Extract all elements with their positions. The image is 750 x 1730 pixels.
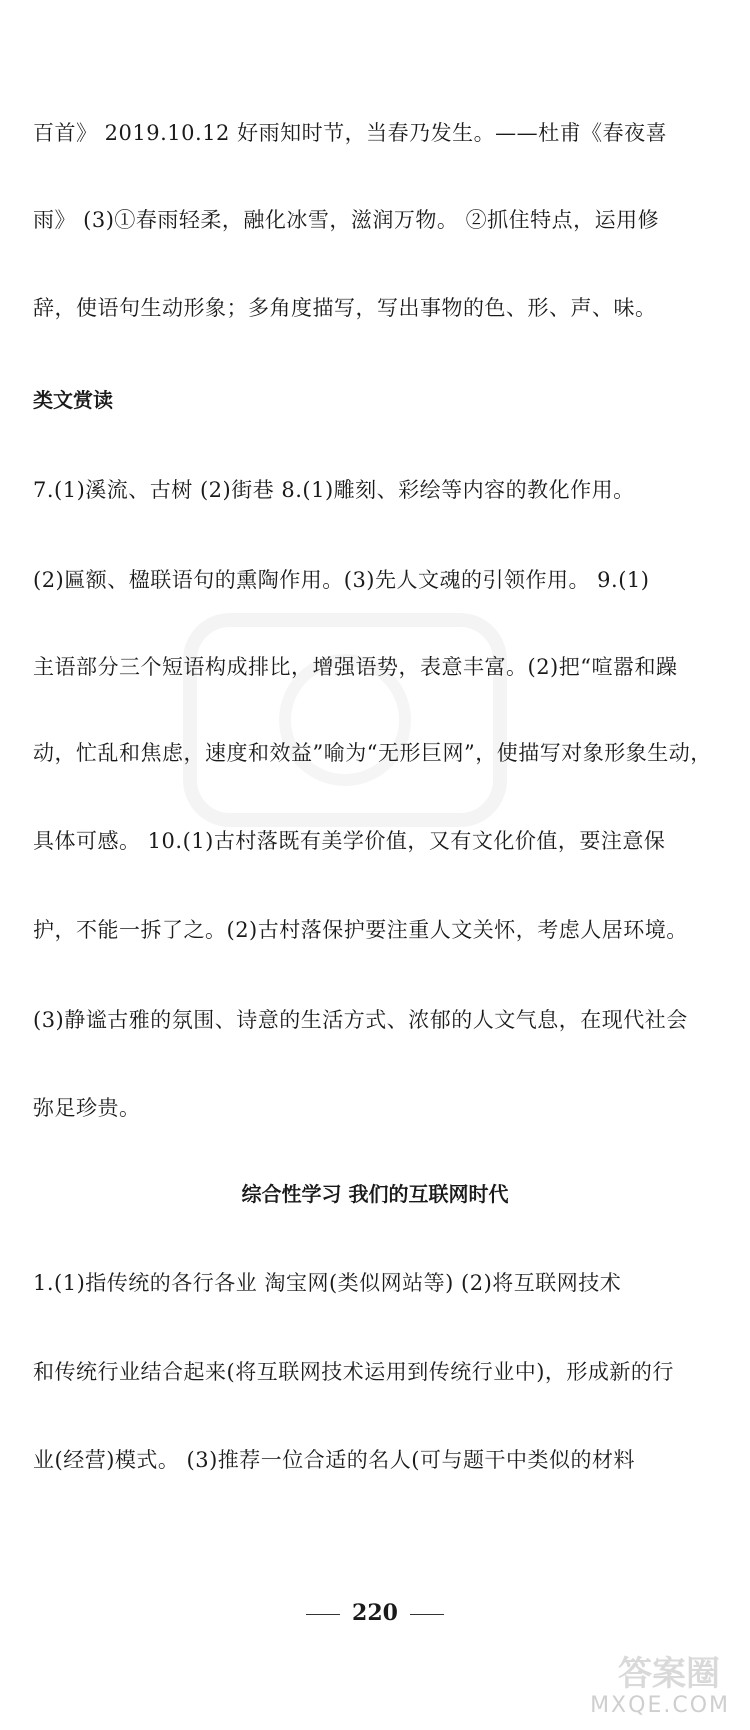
page-number xyxy=(0,1600,750,1626)
dash-left xyxy=(306,1614,340,1615)
section-heading: 类文赏读 xyxy=(33,388,113,412)
answer-line: (2)匾额、楹联语句的熏陶作用。(3)先人文魂的引领作用。 9.(1) xyxy=(33,568,650,592)
answer-line: 雨》 (3)①春雨轻柔，融化冰雪，滋润万物。 ②抓住特点，运用修 xyxy=(33,208,660,232)
answer-line: (3)静谧古雅的氛围、诗意的生活方式、浓郁的人文气息，在现代社会 xyxy=(33,1008,688,1032)
page-number-value: 220 xyxy=(352,1600,398,1626)
answer-line: 1.(1)指传统的各行各业 淘宝网(类似网站等) (2)将互联网技术 xyxy=(33,1271,622,1295)
answer-line: 护，不能一拆了之。(2)古村落保护要注重人文关怀，考虑人居环境。 xyxy=(33,918,688,942)
watermark-logo-sub: MXQE.COM xyxy=(590,1693,730,1718)
answer-line: 和传统行业结合起来(将互联网技术运用到传统行业中)，形成新的行 xyxy=(33,1360,674,1384)
answer-line: 弥足珍贵。 xyxy=(33,1096,141,1120)
answer-line: 百首》 2019.10.12 好雨知时节，当春乃发生。——杜甫《春夜喜 xyxy=(33,121,668,145)
answer-line: 业(经营)模式。 (3)推荐一位合适的名人(可与题干中类似的材料 xyxy=(33,1448,635,1472)
answer-line: 辞，使语句生动形象；多角度描写，写出事物的色、形、声、味。 xyxy=(33,296,657,320)
dash-right xyxy=(410,1614,444,1615)
watermark-emblem xyxy=(180,610,510,830)
watermark-logo-main: 答案圈 xyxy=(618,1654,720,1694)
answer-line: 动，忙乱和焦虑，速度和效益”喻为“无形巨网”，使描写对象形象生动， xyxy=(33,741,712,765)
watermark-logo xyxy=(570,1646,730,1718)
answer-line: 7.(1)溪流、古树 (2)街巷 8.(1)雕刻、彩绘等内容的教化作用。 xyxy=(33,478,635,502)
answer-line: 主语部分三个短语构成排比，增强语势，表意丰富。(2)把“喧嚣和躁 xyxy=(33,655,678,679)
section-heading-centered: 综合性学习 我们的互联网时代 xyxy=(241,1182,509,1206)
answer-line: 具体可感。 10.(1)古村落既有美学价值，又有文化价值，要注意保 xyxy=(33,829,666,853)
